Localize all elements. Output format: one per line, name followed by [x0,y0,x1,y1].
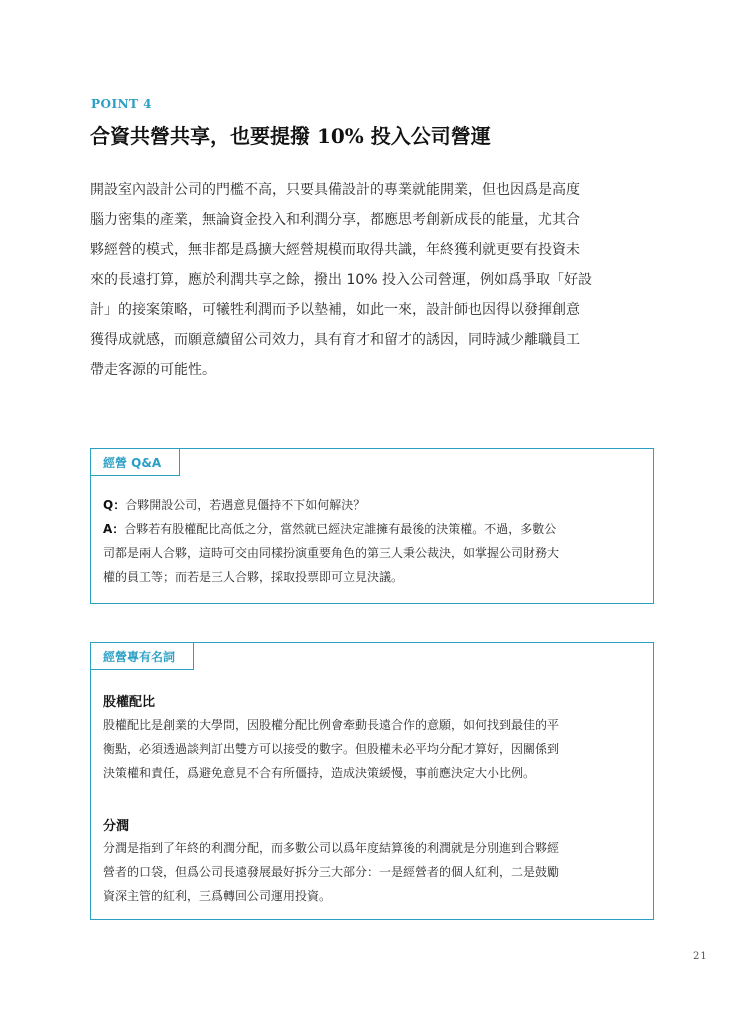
qa-box [90,448,654,604]
body-line: 帶走客源的可能性。 [90,362,216,378]
answer-text: 合夥若有股權配比高低之分，當然就已經決定誰擁有最後的決策權。不過，多數公 [124,522,557,536]
body-line: 腦力密集的產業，無論資金投入和利潤分享，都應思考創新成長的能量，尤其合 [90,212,580,228]
body-line: 計」的接案策略，可犧牲利潤而予以墊補，如此一來，設計師也因得以發揮創意 [90,302,580,318]
terms-box [90,642,654,920]
page-number: 21 [693,951,708,962]
term-title: 股權配比 [103,695,156,710]
qa-answer-line: 司都是兩人合夥，這時可交由同樣扮演重要角色的第三人秉公裁決，如掌握公司財務大 [103,546,560,560]
term-line: 股權配比是創業的大學問，因股權分配比例會牽動長遠合作的意願，如何找到最佳的平 [103,718,560,732]
body-line: 開設室內設計公司的門檻不高，只要具備設計的專業就能開業，但也因爲是高度 [90,182,580,198]
term-line: 營者的口袋，但爲公司長遠發展最好拆分三大部分：一是經營者的個人紅利，二是鼓勵 [103,865,560,879]
terms-box-tag: 經營專有名詞 [90,642,194,670]
section-label: POINT 4 [91,97,153,111]
body-paragraph [90,175,670,385]
body-line: 獲得成就感，而願意續留公司效力，具有育才和留才的誘因，同時減少離職員工 [90,332,580,348]
question-text: 合夥開設公司，若遇意見僵持不下如何解決？ [125,498,366,512]
qa-answer-line [103,517,648,541]
term-line: 衡點，必須透過談判訂出雙方可以接受的數字。但股權未必平均分配才算好，因關係到 [103,742,560,756]
body-line: 夥經營的模式，無非都是爲擴大經營規模而取得共識，年終獲利就更要有投資未 [90,242,580,258]
section-title: 合資共營共享，也要提撥 10% 投入公司營運 [90,124,491,148]
qa-answer-line: 權的員工等；而若是三人合夥，採取投票即可立見決議。 [103,570,404,584]
qa-box-tag: 經營 Q&A [90,448,180,476]
body-line: 來的長遠打算，應於利潤共享之餘，撥出 10% 投入公司營運，例如爲爭取「好設 [90,272,593,288]
term-line: 資深主管的紅利，三爲轉回公司運用投資。 [103,889,332,903]
question-label: Q： [103,498,126,512]
term-line: 分潤是指到了年終的利潤分配，而多數公司以爲年度結算後的利潤就是分別進到合夥經 [103,841,560,855]
term-title: 分潤 [103,819,130,834]
answer-label: A： [103,522,125,536]
qa-question [103,493,648,517]
term-line: 決策權和責任，爲避免意見不合有所僵持，造成決策緩慢，事前應決定大小比例。 [103,766,536,780]
